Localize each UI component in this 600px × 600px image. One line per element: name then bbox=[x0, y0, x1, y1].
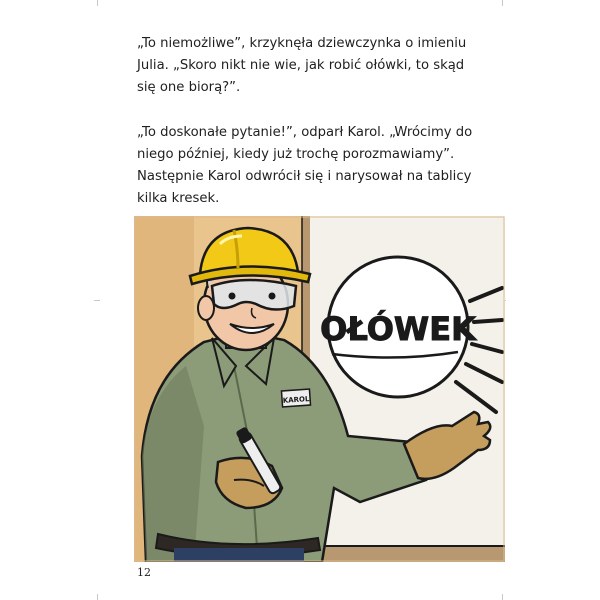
board-word: OŁÓWEK bbox=[320, 310, 476, 348]
crop-mark bbox=[97, 0, 98, 6]
illustration-svg bbox=[134, 216, 505, 562]
paragraph-1 bbox=[137, 33, 507, 99]
text-line: Następnie Karol odwrócił się i narysował na tablicy bbox=[137, 169, 472, 184]
text-line: Julia. „Skoro nikt nie wie, jak robić ołówki, to skąd bbox=[137, 58, 465, 73]
name-tag-text: KAROL bbox=[282, 395, 310, 405]
ear bbox=[198, 296, 214, 320]
text-line: kilka kresek. bbox=[137, 191, 220, 206]
text-line: niego później, kiedy już trochę porozmawiamy”. bbox=[137, 147, 455, 162]
trousers bbox=[174, 548, 304, 562]
crop-mark bbox=[502, 0, 503, 6]
karol-illustration bbox=[134, 216, 505, 562]
paragraph-2 bbox=[137, 122, 507, 210]
crop-mark bbox=[94, 300, 100, 301]
crop-mark bbox=[502, 594, 503, 600]
eye bbox=[269, 293, 276, 300]
page-number: 12 bbox=[137, 566, 151, 579]
eye bbox=[229, 293, 236, 300]
text-line: „To doskonałe pytanie!”, odparł Karol. „Wrócimy do bbox=[137, 125, 473, 140]
text-line: się one biorą?”. bbox=[137, 80, 241, 95]
text-line: „To niemożliwe”, krzyknęła dziewczynka o imieniu bbox=[137, 36, 467, 51]
crop-mark bbox=[97, 594, 98, 600]
